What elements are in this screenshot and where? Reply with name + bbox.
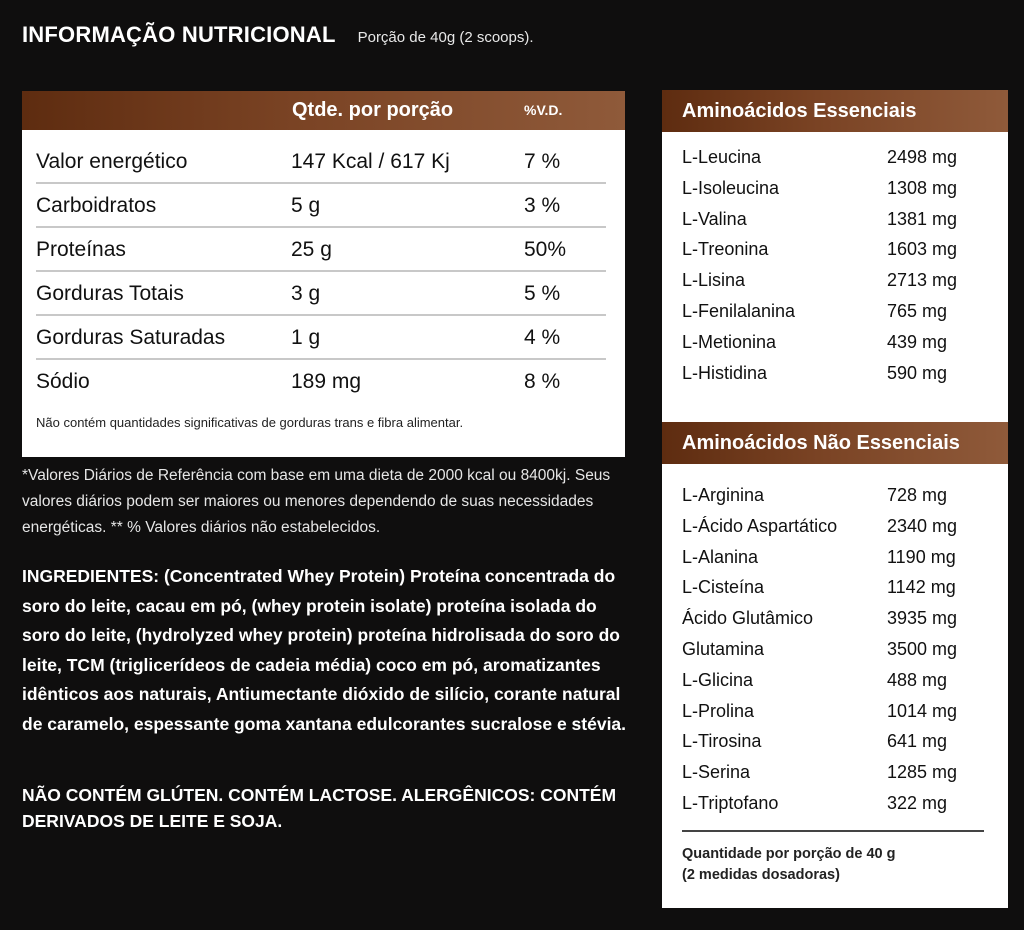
nutrition-note: Não contém quantidades significativas de gorduras trans e fibra alimentar. bbox=[36, 415, 464, 430]
table-row bbox=[36, 140, 606, 184]
table-row bbox=[36, 228, 606, 272]
amino-note-line-1: Quantidade por porção de 40 g bbox=[682, 846, 896, 862]
nutrient-qty: 1 g bbox=[291, 326, 321, 349]
column-header-vd: %V.D. bbox=[524, 102, 563, 118]
list-item bbox=[682, 361, 992, 392]
amino-name: L-Histidina bbox=[682, 362, 768, 383]
list-item bbox=[682, 483, 992, 514]
amino-value: 322 mg bbox=[887, 792, 948, 813]
table-row bbox=[36, 316, 606, 360]
nutrient-qty: 5 g bbox=[291, 194, 321, 217]
amino-name: L-Leucina bbox=[682, 147, 762, 167]
amino-name: L-Treonina bbox=[682, 239, 769, 260]
amino-value: 728 mg bbox=[887, 485, 948, 505]
nutrient-vd: 7 % bbox=[524, 150, 561, 173]
amino-name: L-Serina bbox=[682, 762, 751, 783]
list-item bbox=[682, 699, 992, 730]
amino-value: 2498 mg bbox=[887, 147, 958, 167]
amino-name: L-Cisteína bbox=[682, 577, 765, 598]
nutrient-qty: 147 Kcal / 617 Kj bbox=[291, 150, 450, 173]
nutrient-vd: 5 % bbox=[524, 282, 561, 305]
amino-name: L-Arginina bbox=[682, 485, 765, 505]
page-title: INFORMAÇÃO NUTRICIONAL bbox=[22, 22, 336, 47]
nonessential-amino-list bbox=[682, 483, 992, 822]
amino-name: L-Alanina bbox=[682, 546, 759, 567]
nutrient-name: Gorduras Totais bbox=[36, 282, 184, 305]
amino-name: L-Glicina bbox=[682, 669, 754, 690]
nutrient-vd: 3 % bbox=[524, 194, 561, 217]
amino-name: L-Tirosina bbox=[682, 731, 762, 752]
divider bbox=[682, 830, 984, 832]
amino-value: 3935 mg bbox=[887, 608, 958, 629]
nutrient-name: Valor energético bbox=[36, 150, 188, 173]
list-item bbox=[682, 575, 992, 606]
header bbox=[22, 22, 534, 48]
nutrient-name: Sódio bbox=[36, 370, 90, 393]
amino-value: 488 mg bbox=[887, 669, 948, 690]
amino-value: 1190 mg bbox=[887, 546, 956, 567]
amino-name: L-Ácido Aspartático bbox=[682, 515, 838, 536]
nutrient-vd: 8 % bbox=[524, 370, 561, 393]
amino-value: 2340 mg bbox=[887, 515, 958, 536]
nutrition-table bbox=[22, 91, 625, 457]
list-item bbox=[682, 176, 992, 207]
amino-value: 765 mg bbox=[887, 300, 948, 321]
nonessential-amino-title: Aminoácidos Não Essenciais bbox=[682, 432, 960, 454]
essential-amino-list bbox=[682, 145, 992, 391]
list-item bbox=[682, 668, 992, 699]
list-item bbox=[682, 729, 992, 760]
amino-name: Ácido Glutâmico bbox=[682, 608, 814, 629]
amino-value: 439 mg bbox=[887, 331, 948, 352]
nutrition-rows bbox=[36, 140, 606, 402]
list-item bbox=[682, 207, 992, 238]
table-row bbox=[36, 184, 606, 228]
amino-note-line-2: (2 medidas dosadoras) bbox=[682, 867, 840, 883]
list-item bbox=[682, 545, 992, 576]
nutrient-vd: 50% bbox=[524, 238, 567, 261]
amino-value: 641 mg bbox=[887, 731, 948, 752]
amino-value: 1014 mg bbox=[887, 700, 958, 721]
list-item bbox=[682, 514, 992, 545]
ingredients-text: INGREDIENTES: (Concentrated Whey Protein) Proteína concentrada do soro do leite, cacau em pó, (whey protein isolate) proteína isolada do soro do leite, (hydrolyzed whey protein) proteína hidrolisada do soro do leite, TCM (triglicerídeos de cadeia média) coco em pó, aromatizantes idênticos aos naturais, Antiumectante dióxido de silício, corante natural de caramelo, espessante goma xantana edulcorantes sucralose e stévia. bbox=[22, 566, 627, 734]
nutrient-vd: 4 % bbox=[524, 326, 561, 349]
nutrition-table-header bbox=[22, 91, 625, 130]
list-item bbox=[682, 299, 992, 330]
amino-name: L-Lisina bbox=[682, 270, 746, 291]
amino-acids-panel bbox=[662, 90, 1008, 908]
amino-name: L-Isoleucina bbox=[682, 177, 780, 198]
nutrient-name: Gorduras Saturadas bbox=[36, 326, 226, 349]
amino-value: 3500 mg bbox=[887, 638, 958, 659]
table-row bbox=[36, 272, 606, 316]
amino-value: 1308 mg bbox=[887, 177, 958, 198]
list-item bbox=[682, 637, 992, 668]
nutrient-name: Carboidratos bbox=[36, 194, 157, 217]
list-item bbox=[682, 760, 992, 791]
nutrient-qty: 25 g bbox=[291, 238, 332, 261]
list-item bbox=[682, 791, 992, 822]
essential-amino-header bbox=[662, 90, 1008, 132]
amino-value: 1285 mg bbox=[887, 762, 958, 783]
nutrient-qty: 189 mg bbox=[291, 370, 362, 393]
amino-name: L-Triptofano bbox=[682, 792, 779, 813]
amino-name: Glutamina bbox=[682, 638, 765, 659]
amino-name: L-Valina bbox=[682, 208, 747, 229]
column-header-qty: Qtde. por porção bbox=[292, 99, 454, 121]
essential-amino-title: Aminoácidos Essenciais bbox=[682, 100, 917, 122]
amino-value: 2713 mg bbox=[887, 270, 958, 291]
amino-value: 1603 mg bbox=[887, 239, 958, 260]
daily-values-footnote: *Valores Diários de Referência com base em uma dieta de 2000 kcal ou 8400kj. Seus valores diários podem ser maiores ou menores dependendo de suas necessidades energéticas. ** % Valores diários não estabelecidos. bbox=[22, 467, 611, 536]
amino-name: L-Metionina bbox=[682, 331, 777, 352]
nutrient-qty: 3 g bbox=[291, 282, 321, 305]
list-item bbox=[682, 237, 992, 268]
amino-value: 1142 mg bbox=[887, 577, 956, 598]
list-item bbox=[682, 268, 992, 299]
nutrient-name: Proteínas bbox=[36, 238, 126, 261]
nonessential-amino-header bbox=[662, 422, 1008, 464]
portion-size: Porção de 40g (2 scoops). bbox=[357, 29, 534, 46]
amino-name: L-Prolina bbox=[682, 700, 755, 721]
list-item bbox=[682, 330, 992, 361]
allergens-text: NÃO CONTÉM GLÚTEN. CONTÉM LACTOSE. ALERGÊNICOS: CONTÉM DERIVADOS DE LEITE E SOJA. bbox=[22, 785, 617, 831]
table-row bbox=[36, 360, 606, 402]
amino-portion-note bbox=[682, 844, 896, 886]
list-item bbox=[682, 145, 992, 176]
amino-value: 1381 mg bbox=[887, 208, 958, 229]
amino-value: 590 mg bbox=[887, 362, 948, 383]
amino-name: L-Fenilalanina bbox=[682, 300, 796, 321]
list-item bbox=[682, 606, 992, 637]
